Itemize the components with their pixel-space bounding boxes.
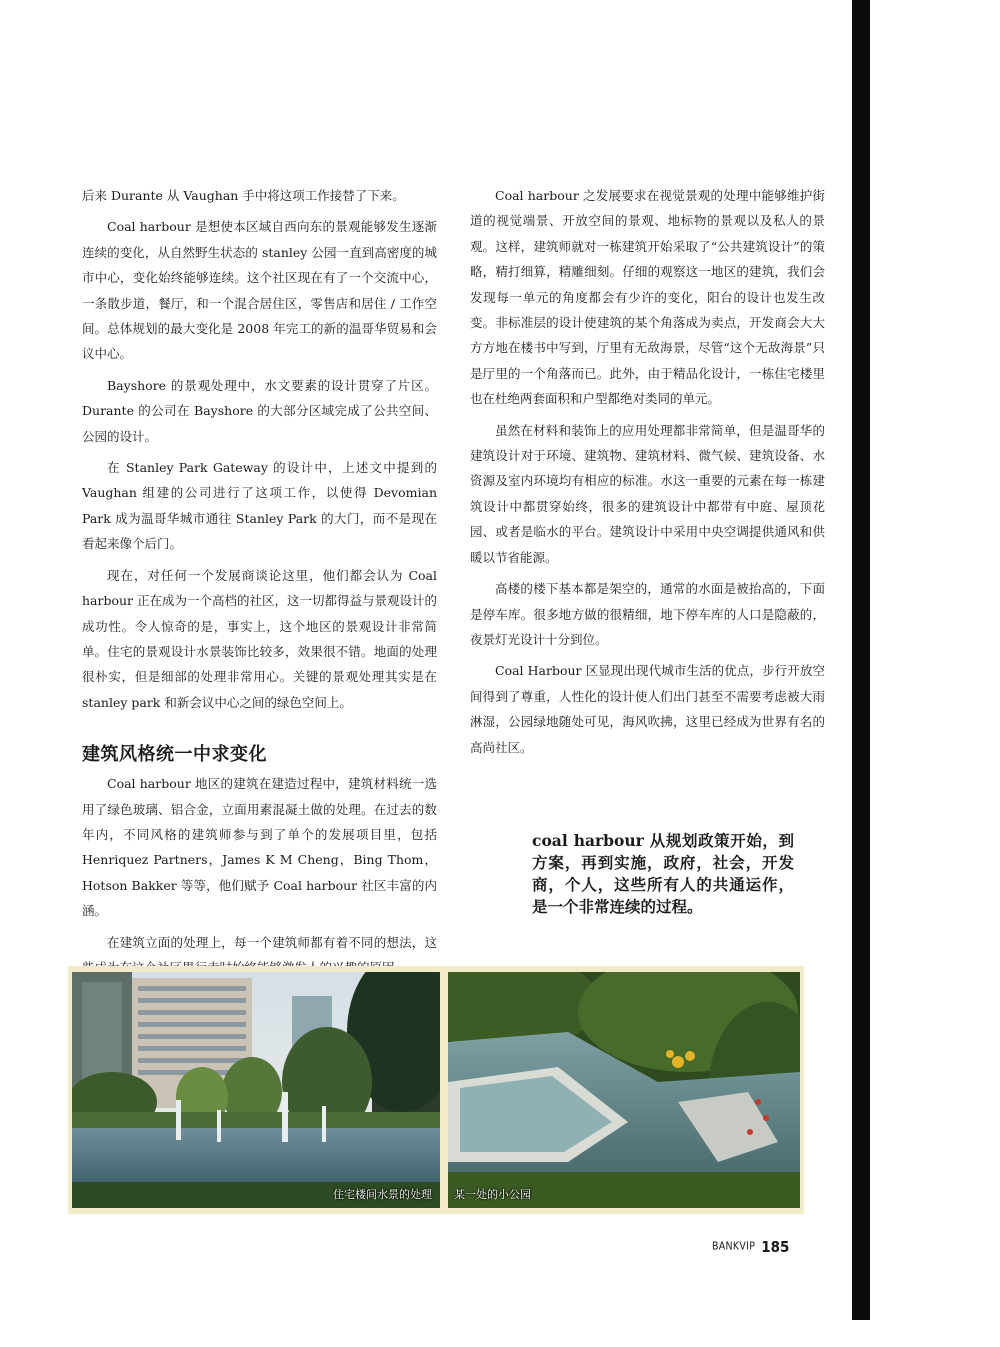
page-number: 185 <box>761 1237 790 1256</box>
right-paragraph-3: 高楼的楼下基本都是架空的，通常的水面是被抬高的，下面是停车库。很多地方做的很精细，地下停车库的人口是隐蔽的，夜景灯光设计十分到位。 <box>470 581 825 647</box>
right-paragraph-2: 虽然在材料和装饰上的应用处理都非常简单，但是温哥华的建筑设计对于环境、建筑物、建筑材料、微气候、建筑设备、水资源及室内环境均有相应的标准。水这一重要的元素在每一栋建筑设计中都贯穿始终，很多的建筑设计中都带有中庭、屋顶花园、或者是临水的平台。建筑设计中采用中央空调提供通风和供暖以节省能源。 <box>470 422 825 565</box>
right-paragraph-1: Coal harbour 之发展要求在视觉景观的处理中能够维护街道的视觉端景、开放空间的景观、地标物的景观以及私人的景观。这样，建筑师就对一栋建筑开始采取了“公共建筑设计”的策略，精打细算，精雕细刻。仔细的观察这一地区的建筑，我们会发现每一单元的角度都会有少许的变化，阳台的设计也发生改变。非标准层的设计使建筑的某个角落成为卖点，开发商会大大方方地在楼书中写到，厅里有无敌海景，尽管“这个无敌海景”只是厅里的一个角落而已。此外，由于精品化设计，一栋住宅楼里也在杜绝两套面积和户型都绝对类同的单元。 <box>470 188 825 407</box>
left-paragraph-4: 在 Stanley Park Gateway 的设计中，上述文中提到的 Vaughan 组建的公司进行了这项工作，以使得 Devomian Park 成为温哥华城市通往 Stanley Park 的大门，而不是现在看起来像个后门。 <box>82 460 437 552</box>
photo-2-caption: 某一处的小公园 <box>454 1188 531 1201</box>
magazine-brand: BANKVIP <box>712 1240 756 1253</box>
right-column <box>470 183 825 766</box>
left-paragraph-5: 现在，对任何一个发展商谈论这里，他们都会认为 Coal harbour 正在成为一个高档的社区，这一切都得益与景观设计的成功性。令人惊奇的是，事实上，这个地区的景观设计非常简单。住宅的景观设计水景装饰比较多，效果很不错。地面的处理很朴实，但是细部的处理非常用心。关键的景观处理其实是在 stanley park 和新会议中心之间的绿色空间上。 <box>82 567 438 710</box>
photo-strip <box>68 966 804 1214</box>
left-paragraph-2: Coal harbour 是想使本区域自西向东的景观能够发生逐渐连续的变化，从自然野生状态的 stanley 公园一直到高密度的城市中心，变化始终能够连续。这个社区现在有了一个交流中心，一条散步道，餐厅，和一个混合居住区，零售店和居住 / 工作空间。总体规划的最大变化是 2008 年完工的新的温哥华贸易和会议中心。 <box>82 219 437 362</box>
photo-1-illustration <box>72 972 440 1208</box>
section-paragraph-2: 在建筑立面的处理上，每一个建筑师都有着不同的想法，这 <box>107 934 437 950</box>
photo-residential-water-feature <box>72 972 440 1208</box>
photo-2-illustration <box>448 972 800 1208</box>
section-paragraph-1: Coal harbour 地区的建筑在建造过程中，建筑材料统一选用了绿色玻璃、铝合金，立面用素混凝土做的处理。在过去的数年内，不同风格的建筑师参与到了单个的发展项目里，包括 Henriquez Partners，James K M Cheng，Bing Thom，Hotson Bakker 等等，他们赋予 Coal harbour 社区丰富的内涵。 <box>82 776 437 919</box>
page-edge-bar <box>852 0 870 1320</box>
section-heading: 建筑风格统一中求变化 <box>82 744 267 766</box>
page-footer <box>712 1236 789 1256</box>
right-paragraph-4: Coal Harbour 区显现出现代城市生活的优点，步行开放空间得到了尊重，人性化的设计使人们出门甚至不需要考虑被大雨淋湿，公园绿地随处可见，海风吹拂，这里已经成为世界有名的高尚社区。 <box>470 663 825 755</box>
left-paragraph-1: 后来 Durante 从 Vaughan 手中将这项工作接替了下来。 <box>82 188 405 203</box>
pull-quote: coal harbour 从规划政策开始，到方案，再到实施，政府，社会，开发商，个人，这些所有人的共通运作，是一个非常连续的过程。 <box>532 831 794 916</box>
photo-small-park <box>448 972 800 1208</box>
photo-1-caption: 住宅楼间水景的处理 <box>333 1188 432 1201</box>
left-column <box>82 183 437 986</box>
left-paragraph-3: Bayshore 的景观处理中，水文要素的设计贯穿了片区。Durante 的公司在 Bayshore 的大部分区域完成了公共空间、公园的设计。 <box>82 377 437 444</box>
